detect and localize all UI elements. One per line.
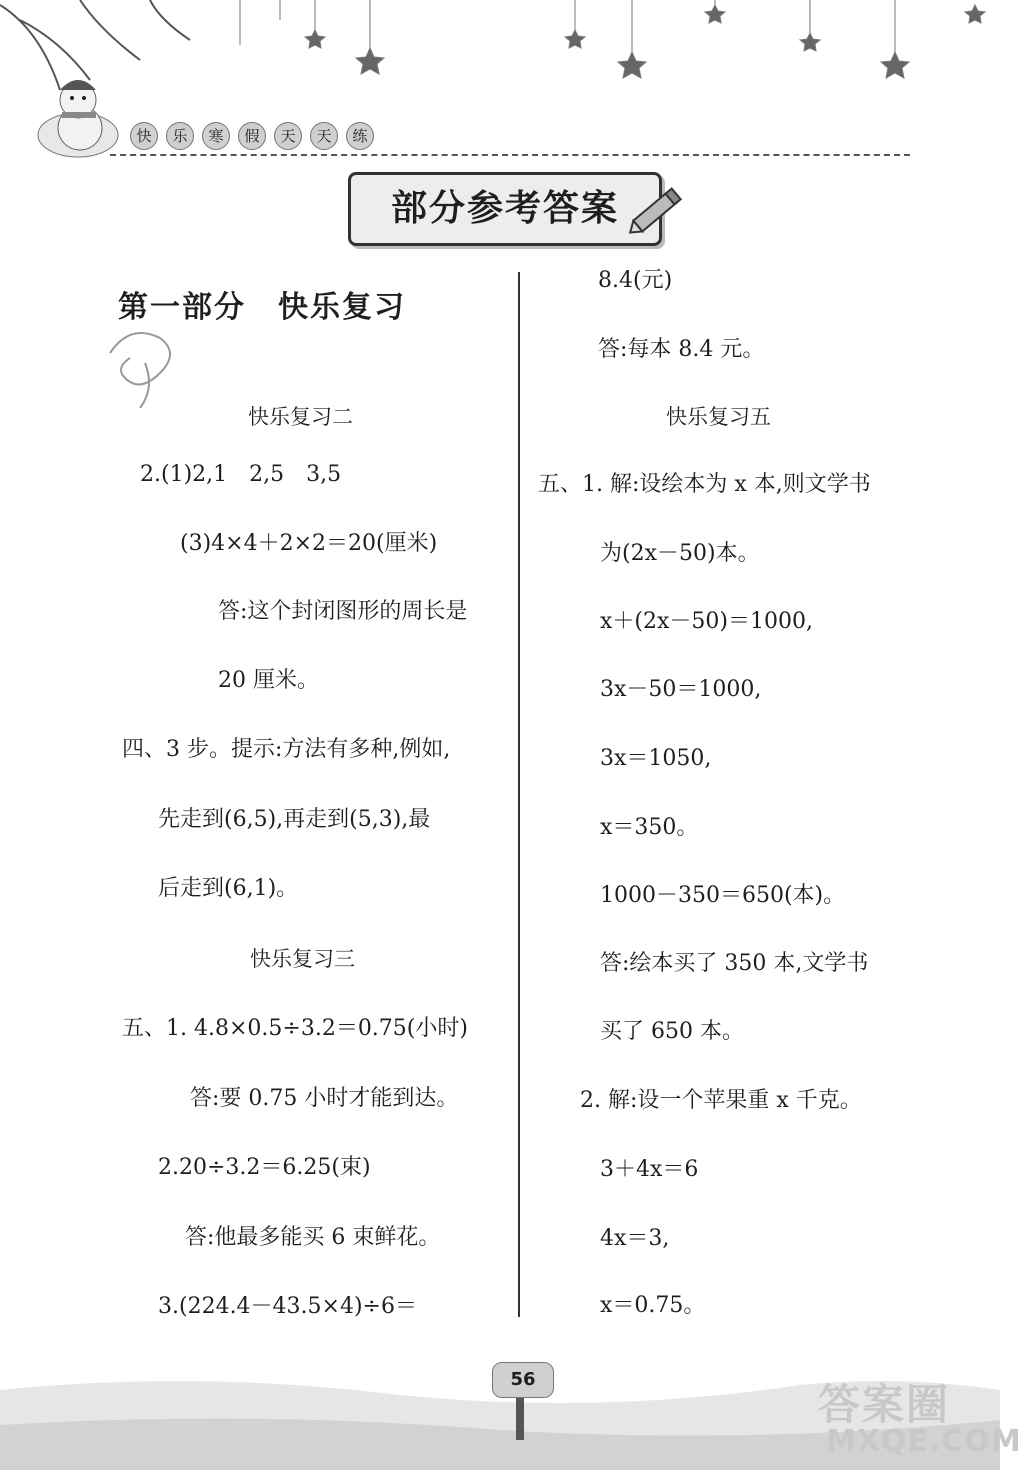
page-number: 56 — [492, 1362, 554, 1398]
answer-line: (3)4×4＋2×2＝20(厘米) — [180, 531, 438, 556]
answer-line: 为(2x－50)本。 — [600, 541, 760, 566]
hanging-stars-icon — [240, 0, 985, 78]
section-title-review-2: 快乐复习二 — [248, 405, 353, 429]
answer-line: 五、1. 解:设绘本为 x 本,则文学书 — [538, 472, 871, 497]
answer-line: 答:要 0.75 小时才能到达。 — [190, 1086, 459, 1111]
brand-char-3: 寒 — [202, 122, 230, 150]
answer-title-box — [348, 172, 662, 246]
snowman-icon — [38, 80, 118, 157]
column-divider — [518, 272, 520, 1317]
answer-line: 1000－350＝650(本)。 — [600, 883, 846, 908]
answer-line: 四、3 步。提示:方法有多种,例如, — [122, 737, 451, 762]
watermark-logo: 答案圈 — [818, 1380, 951, 1429]
answer-line: 3x＝1050, — [600, 746, 712, 771]
answer-line: 8.4(元) — [598, 268, 673, 293]
section-title-review-5: 快乐复习五 — [666, 405, 771, 429]
answer-line: 答:每本 8.4 元。 — [598, 337, 765, 362]
answer-line: x＝0.75。 — [600, 1293, 706, 1318]
scribble-icon — [100, 318, 195, 413]
tree-branch-icon — [0, 0, 190, 90]
answer-line: 答:他最多能买 6 束鲜花。 — [185, 1225, 441, 1250]
header-rule — [110, 154, 910, 156]
answer-line: 4x＝3, — [600, 1226, 670, 1251]
brand-char-2: 乐 — [166, 122, 194, 150]
answer-line: 买了 650 本。 — [600, 1019, 744, 1044]
watermark-url: MXQE.COM — [826, 1424, 1022, 1459]
brand-char-4: 假 — [238, 122, 266, 150]
answer-line: x＋(2x－50)＝1000, — [600, 609, 813, 634]
answer-line: 20 厘米。 — [218, 668, 319, 693]
brand-char-1: 快 — [130, 122, 158, 150]
answer-line: x＝350。 — [600, 815, 699, 840]
answer-line: 后走到(6,1)。 — [158, 876, 299, 901]
page-title: 部分参考答案 — [390, 188, 619, 229]
answer-line: 答:这个封闭图形的周长是 — [218, 599, 468, 624]
answer-line: 答:绘本买了 350 本,文学书 — [600, 951, 869, 976]
section-title-review-3: 快乐复习三 — [250, 947, 355, 971]
answer-line: 3x－50＝1000, — [600, 677, 762, 702]
brand-char-7: 练 — [346, 122, 374, 150]
answer-line: 先走到(6,5),再走到(5,3),最 — [158, 807, 431, 832]
answer-line: 3＋4x＝6 — [600, 1157, 699, 1182]
answer-line: 2.(1)2,1 2,5 3,5 — [140, 462, 342, 487]
brand-char-5: 天 — [274, 122, 302, 150]
answer-line: 五、1. 4.8×0.5÷3.2＝0.75(小时) — [122, 1016, 468, 1041]
brand-char-6: 天 — [310, 122, 338, 150]
answer-line: 3.(224.4－43.5×4)÷6＝ — [158, 1294, 417, 1319]
answer-line: 2. 解:设一个苹果重 x 千克。 — [580, 1088, 862, 1113]
pencil-icon — [622, 175, 692, 245]
answer-line: 2.20÷3.2＝6.25(束) — [158, 1155, 371, 1180]
part-title: 第一部分 快乐复习 — [118, 290, 406, 325]
